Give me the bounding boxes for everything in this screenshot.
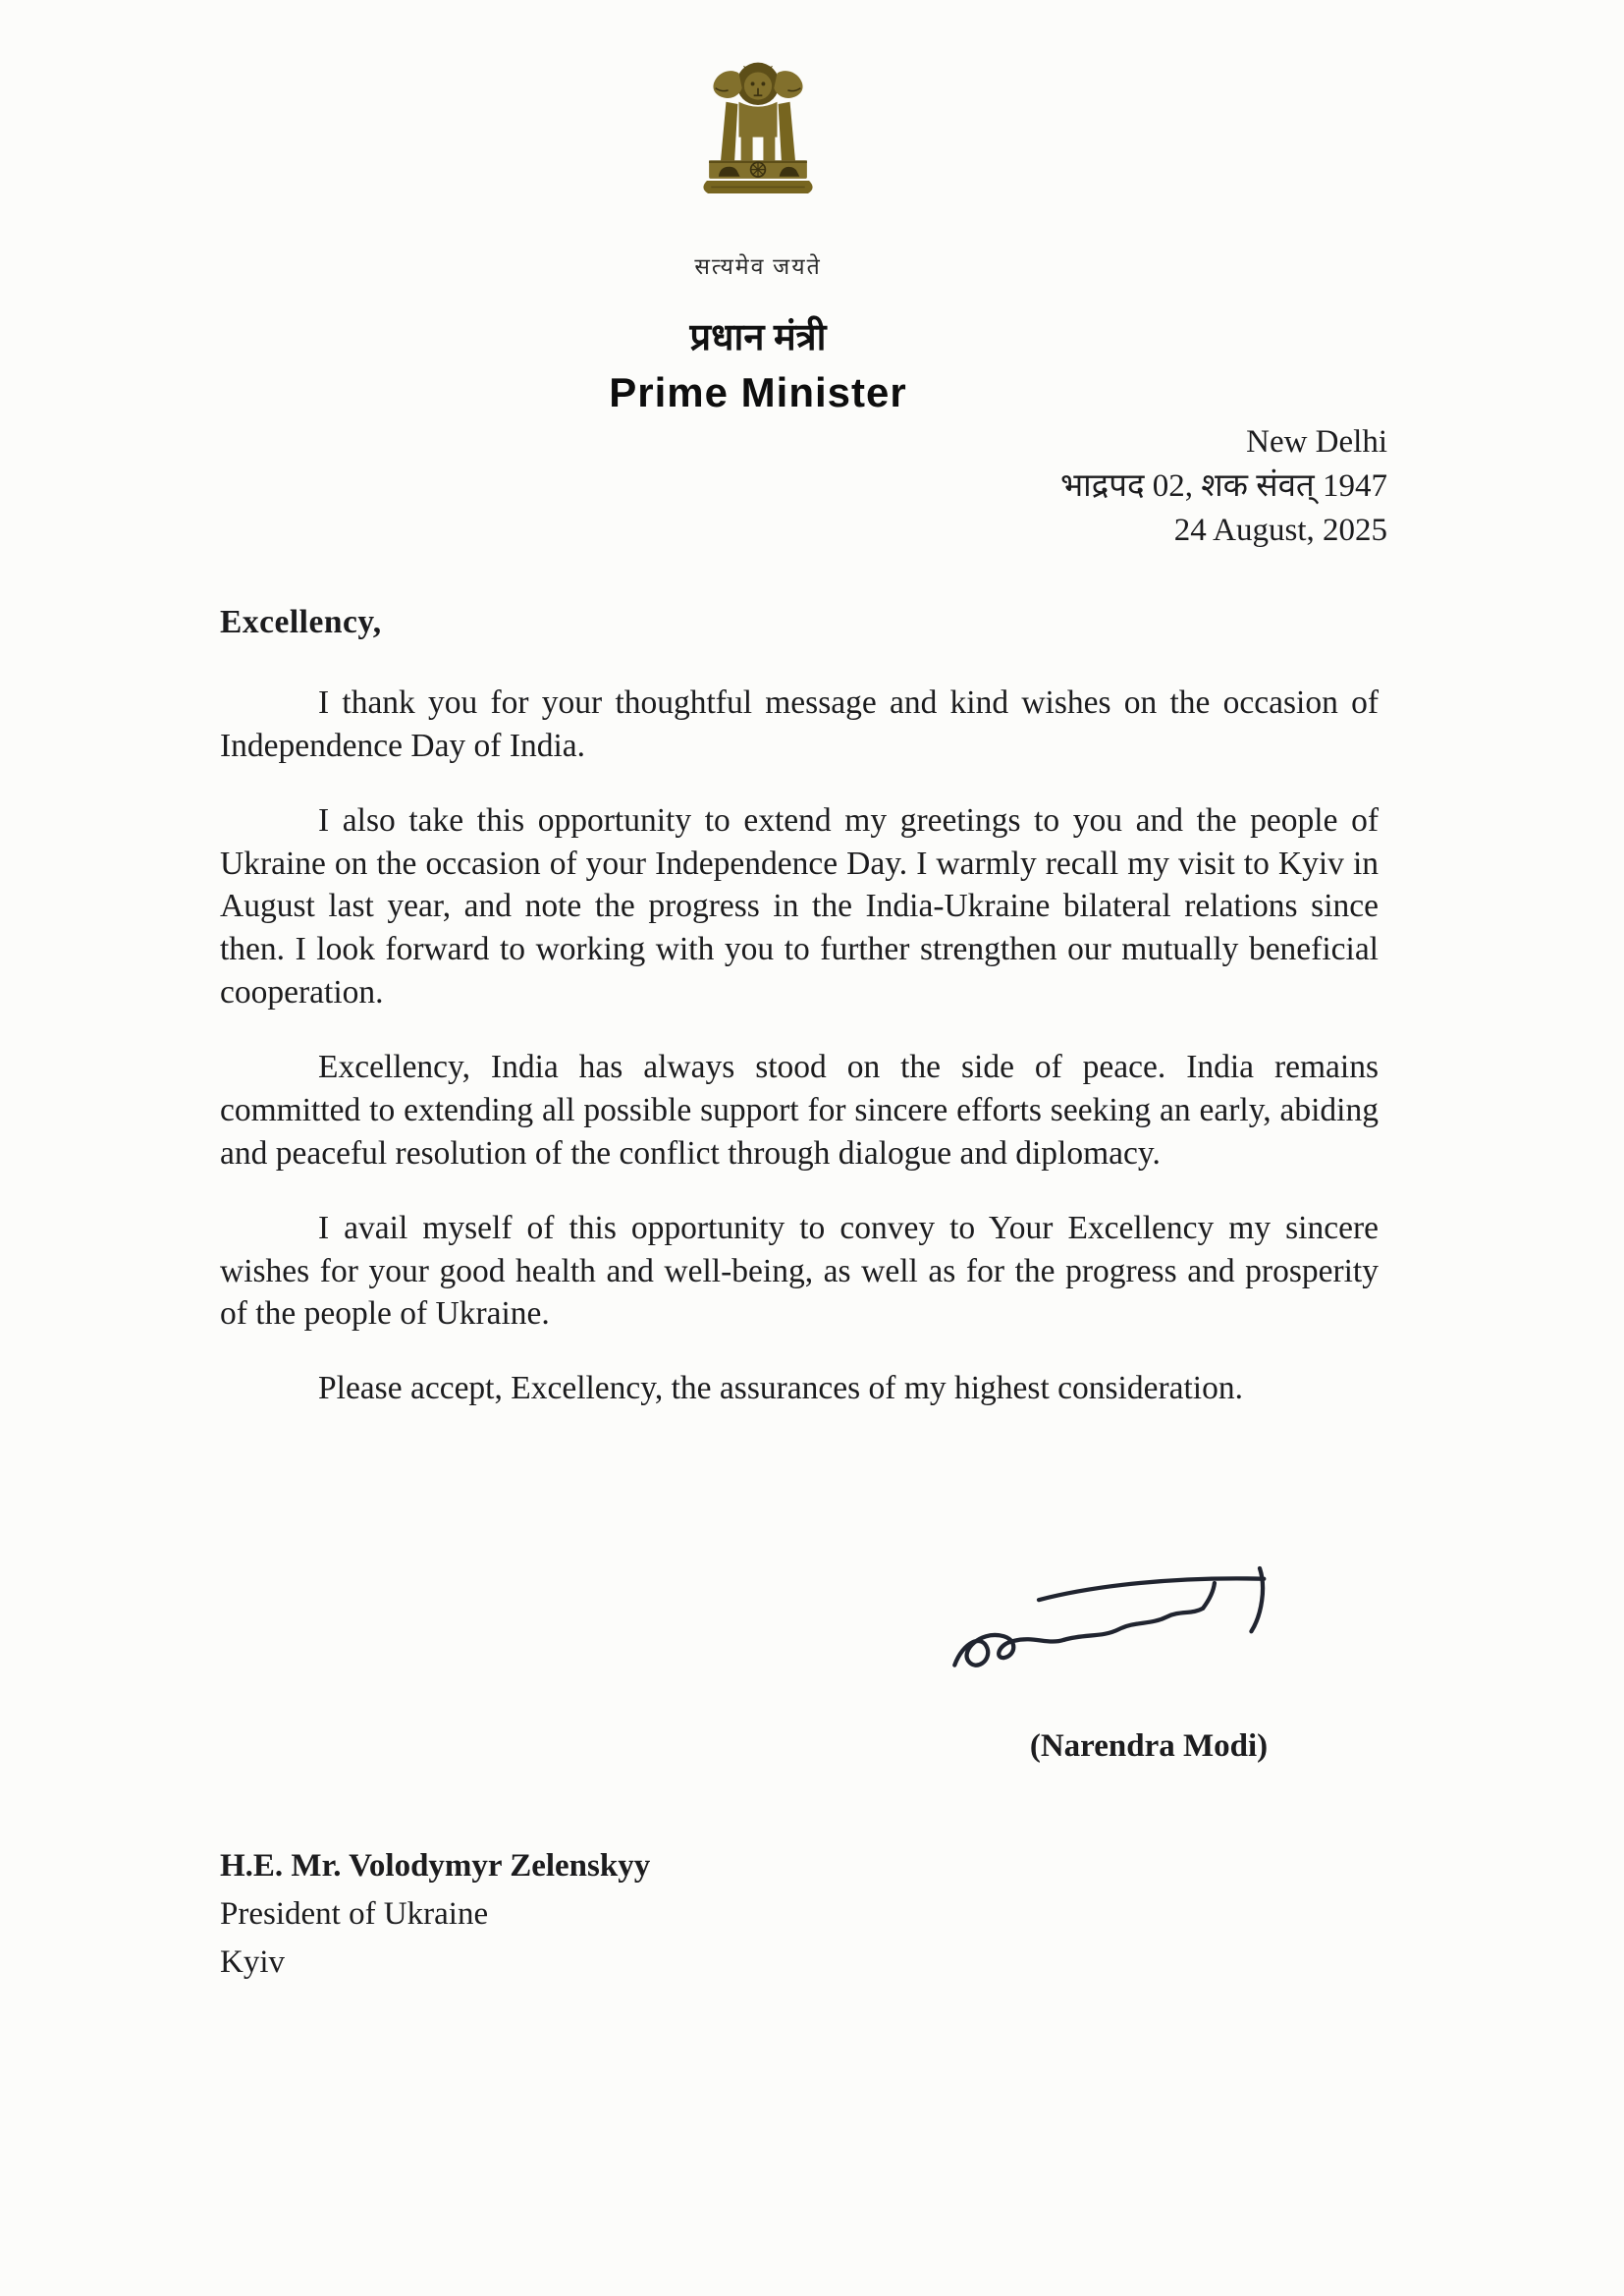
recipient-city: Kyiv [220, 1943, 285, 1980]
dateline [1060, 420, 1387, 554]
paragraph-4: I avail myself of this opportunity to convey to Your Excellency my sincere wishes for your good health and well-being, as well as for the progress and prosperity of the people of Ukraine. [220, 1209, 1379, 1333]
pm-title-hindi: प्रधान मंत्री [689, 317, 827, 358]
paragraph-2: I also take this opportunity to extend my greetings to you and the people of Ukraine on the occasion of your Independence Day. I warmly recall my visit to Kyiv in August last year, and note the progress in the India-Ukraine bilateral relations since then. I look forward to working with you to further strengthen our mutually beneficial cooperation. [220, 801, 1379, 1011]
recipient-block [220, 1842, 650, 1986]
emblem-motto: सत्यमेव जयते [694, 254, 822, 279]
paragraph-1: I thank you for your thoughtful message and kind wishes on the occasion of Independence Day of India. [220, 683, 1379, 764]
recipient-name: H.E. Mr. Volodymyr Zelenskyy [220, 1848, 651, 1884]
paragraph-5: Please accept, Excellency, the assurances of my highest consideration. [318, 1370, 1243, 1407]
dateline-city: New Delhi [1246, 424, 1387, 460]
salutation: Excellency, [220, 604, 382, 640]
letterhead [0, 41, 1516, 416]
letter-body [220, 601, 1379, 1442]
signatory-name: (Narendra Modi) [1029, 1728, 1269, 1764]
signature-icon [931, 1554, 1324, 1706]
pm-title-english: Prime Minister [609, 369, 907, 415]
dateline-date: 24 August, 2025 [1173, 513, 1387, 549]
state-emblem-of-india-icon [0, 41, 1516, 244]
paragraph-3: Excellency, India has always stood on the side of peace. India remains committed to extending all possible support for sincere efforts seeking an early, abiding and peaceful resolution of the conflict through dialogue and diplomacy. [220, 1049, 1379, 1172]
dateline-saka-date: भाद्रपद 02, शक संवत् 1947 [1059, 468, 1387, 505]
recipient-title: President of Ukraine [220, 1895, 489, 1932]
